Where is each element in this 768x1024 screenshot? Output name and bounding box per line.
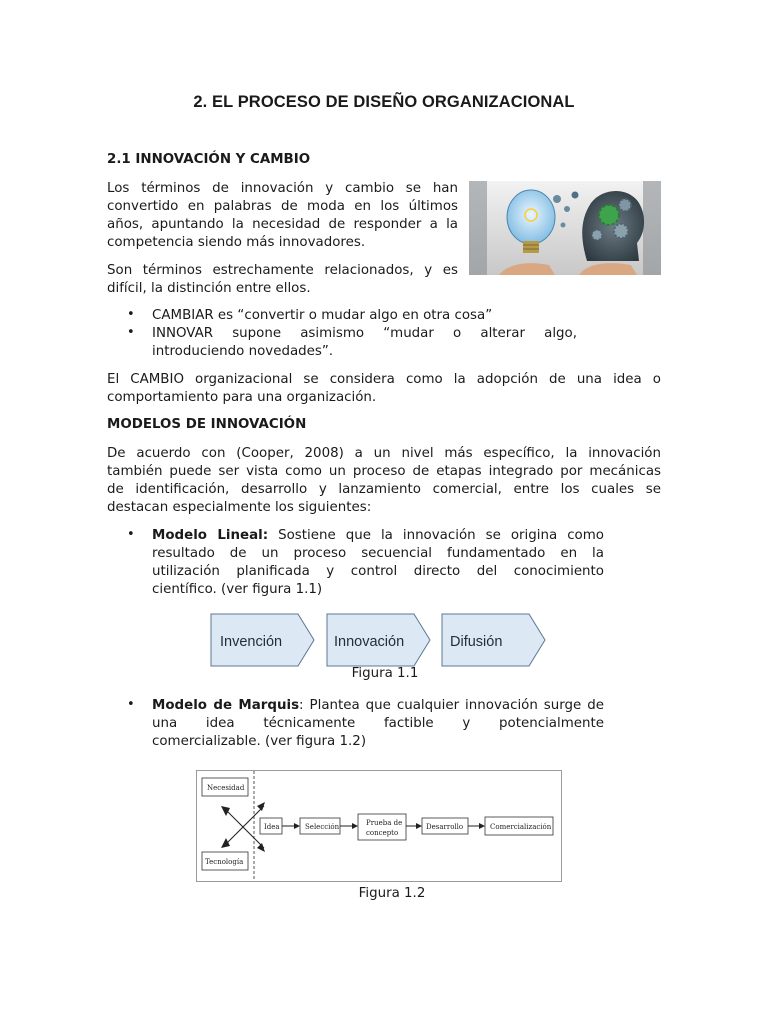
step-label: Difusión: [450, 634, 503, 650]
box-label: Prueba de: [366, 819, 403, 827]
paragraph-terminos: Los términos de innovación y cambio se han convertido en palabras de moda en los últimos años, apuntando la necesidad de responder a la competencia siendo más innovadores.: [107, 181, 458, 250]
figure-1-2-caption: Figura 1.2: [358, 886, 426, 901]
bullet-dot: •: [127, 325, 135, 340]
bullet-dot: •: [127, 307, 135, 322]
paragraph-terminos-relacionados: Son términos estrechamente relacionados, y es difícil, la distinción entre ellos.: [107, 263, 458, 296]
box-label: Idea: [264, 823, 280, 831]
box-label: Necesidad: [207, 784, 245, 792]
box-label: Comercialización: [490, 823, 552, 831]
box-label: concepto: [366, 829, 399, 837]
section-heading-innovacion-cambio: 2.1 INNOVACIÓN Y CAMBIO: [107, 152, 311, 167]
bullet-modelo-lineal: Modelo Lineal: Sostiene que la innovación se origina como resultado de un proceso secuencial fundamentado en la utilización planificada y control directo del conocimiento científico. (ver figura 1.1): [152, 528, 604, 597]
bullet-cambiar: CAMBIAR es “convertir o mudar algo en otra cosa”: [152, 308, 493, 323]
box-label: Selección: [305, 823, 340, 831]
step-invencion: [211, 614, 314, 666]
box-label: Desarrollo: [426, 823, 464, 831]
figure-1-1-caption: Figura 1.1: [351, 666, 419, 681]
bullet-innovar: INNOVAR supone asimismo “mudar o alterar algo, introduciendo novedades”.: [152, 326, 577, 359]
page-title: 2. EL PROCESO DE DISEÑO ORGANIZACIONAL: [193, 93, 575, 111]
section-heading-modelos: MODELOS DE INNOVACIÓN: [107, 417, 307, 432]
step-label: Invención: [220, 634, 283, 650]
bullet-dot: •: [127, 527, 135, 542]
step-innovacion: [327, 614, 430, 666]
bullet-dot: •: [127, 697, 135, 712]
box-label: Tecnología: [205, 858, 244, 866]
step-difusion: [442, 614, 545, 666]
figure-1-2-diagram: [196, 770, 562, 882]
paragraph-cooper: De acuerdo con (Cooper, 2008) a un nivel más específico, la innovación también puede ser vista como un proceso de etapas integrado por mecánicas de identificación, desarrollo y lanzamiento comercial, entre los cuales se destacan especialmente los siguientes:: [107, 446, 661, 515]
bullet-modelo-marquis: Modelo de Marquis: Plantea que cualquier innovación surge de una idea técnicamente factible y potencialmente comercializable. (ver figura 1.2): [152, 698, 604, 749]
paragraph-cambio-organizacional: El CAMBIO organizacional se considera como la adopción de una idea o comportamiento para una organización.: [107, 372, 661, 405]
figure-1-1-diagram: [210, 613, 550, 667]
innovation-illustration-image: [469, 181, 661, 275]
step-label: Innovación: [334, 634, 405, 650]
